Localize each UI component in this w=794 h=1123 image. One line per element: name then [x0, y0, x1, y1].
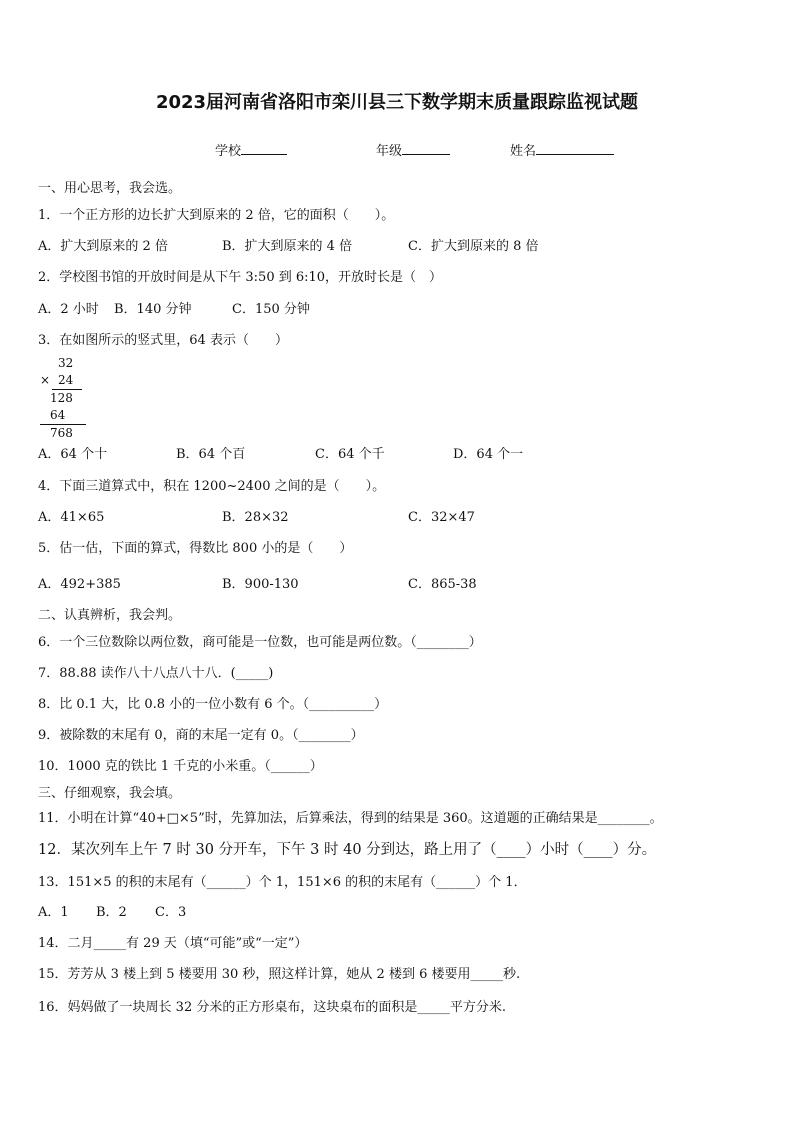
q3-option-d[interactable]: D．64 个一 [453, 447, 524, 462]
multiplicand: 32 [58, 356, 74, 370]
grade-blank[interactable] [402, 141, 450, 155]
question-12: 12．某次列车上午 7 时 30 分开车，下午 3 时 40 分到达，路上用了（____）小时（____）分。 [38, 842, 657, 858]
question-15: 15．芳芳从 3 楼上到 5 楼要用 30 秒，照这样计算，她从 2 楼到 6 楼要用_____秒. [38, 967, 521, 982]
name-field [510, 140, 614, 159]
question-1: 1．一个正方形的边长扩大到原来的 2 倍，它的面积（ ）。 [38, 208, 395, 223]
partial-product-1: 128 [50, 391, 73, 405]
q13-option-a[interactable]: A．1 [38, 905, 69, 920]
question-11: 11．小明在计算“40+□×5”时，先算加法，后算乘法，得到的结果是 360。这道题的正确结果是________。 [38, 811, 663, 826]
q1-option-c[interactable]: C．扩大到原来的 8 倍 [408, 239, 539, 254]
question-16: 16．妈妈做了一块周长 32 分米的正方形桌布，这块桌布的面积是_____平方分米. [38, 1000, 506, 1015]
school-blank[interactable] [241, 141, 287, 155]
question-6: 6．一个三位数除以两位数，商可能是一位数，也可能是两位数。（________） [38, 635, 482, 650]
partial-product-2: 64 [50, 408, 66, 422]
q4-option-b[interactable]: B．28×32 [222, 510, 289, 525]
name-label: 姓名 [510, 144, 537, 159]
name-blank[interactable] [536, 141, 614, 155]
question-10: 10．1000 克的铁比 1 千克的小米重。（______） [38, 759, 323, 774]
question-13: 13．151×5 的积的末尾有（______）个 1，151×6 的积的末尾有（______）个 1． [38, 875, 527, 890]
q2-option-c[interactable]: C．150 分钟 [232, 302, 310, 317]
q5-option-b[interactable]: B．900-130 [222, 577, 299, 592]
q13-option-c[interactable]: C．3 [155, 905, 187, 920]
product-result: 768 [50, 426, 73, 440]
section-2-heading: 二、认真辨析，我会判。 [38, 608, 182, 623]
q3-option-c[interactable]: C．64 个千 [315, 447, 385, 462]
q5-option-c[interactable]: C．865-38 [408, 577, 477, 592]
school-label: 学校 [215, 144, 242, 159]
section-1-heading: 一、用心思考，我会选。 [38, 181, 182, 196]
grade-label: 年级 [376, 144, 403, 159]
q1-option-b[interactable]: B．扩大到原来的 4 倍 [222, 239, 353, 254]
q3-option-a[interactable]: A．64 个十 [38, 447, 108, 462]
rule-2 [40, 424, 86, 425]
question-9: 9．被除数的末尾有 0，商的末尾一定有 0。（________） [38, 728, 364, 743]
rule-1 [52, 389, 82, 390]
question-3: 3．在如图所示的竖式里，64 表示（ ） [38, 333, 288, 348]
times-sign: × [40, 373, 51, 387]
q2-option-a[interactable]: A．2 小时 [38, 302, 99, 317]
question-4: 4．下面三道算式中，积在 1200~2400 之间的是（ ）。 [38, 479, 386, 494]
section-3-heading: 三、仔细观察，我会填。 [38, 786, 182, 801]
q1-option-a[interactable]: A．扩大到原来的 2 倍 [38, 239, 168, 254]
question-2: 2．学校图书馆的开放时间是从下午 3:50 到 6:10，开放时长是（ ） [38, 270, 443, 285]
school-field [215, 140, 287, 159]
q2-option-b[interactable]: B．140 分钟 [114, 302, 192, 317]
q5-option-a[interactable]: A．492+385 [38, 577, 121, 592]
vertical-multiplication [38, 356, 98, 444]
multiplier: 24 [58, 373, 74, 387]
grade-field [376, 140, 450, 159]
q3-option-b[interactable]: B．64 个百 [176, 447, 246, 462]
q13-option-b[interactable]: B．2 [96, 905, 127, 920]
q4-option-c[interactable]: C．32×47 [408, 510, 475, 525]
question-7: 7．88.88 读作八十八点八十八．(_____) [38, 666, 274, 681]
q4-option-a[interactable]: A．41×65 [38, 510, 105, 525]
question-14: 14．二月_____有 29 天（填“可能”或“一定”） [38, 936, 308, 951]
question-5: 5．估一估，下面的算式，得数比 800 小的是（ ） [38, 541, 353, 556]
page-title: 2023届河南省洛阳市栾川县三下数学期末质量跟踪监视试题 [155, 92, 639, 113]
question-8: 8．比 0.1 大，比 0.8 小的一位小数有 6 个。（__________） [38, 697, 388, 712]
